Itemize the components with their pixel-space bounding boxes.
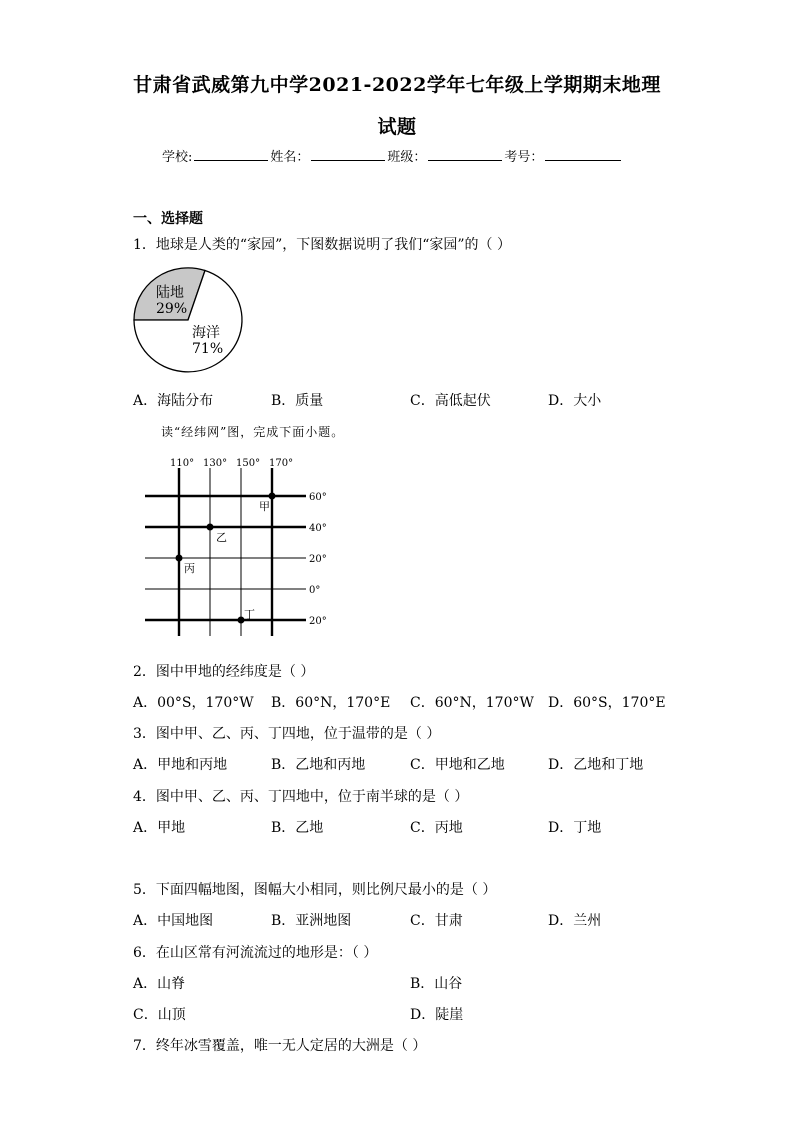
- q1-option-b[interactable]: B．质量: [271, 393, 324, 409]
- q2-option-a[interactable]: A．00°S，170°W: [133, 695, 254, 711]
- q3-option-a[interactable]: A．甲地和丙地: [133, 757, 228, 773]
- lat-label-0: 0°: [309, 585, 321, 596]
- q1-option-d[interactable]: D．大小: [548, 393, 602, 409]
- ocean-percent: 71%: [192, 341, 224, 357]
- lon-label-150: 150°: [236, 458, 261, 469]
- question-3-stem: 3．图中甲、乙、丙、丁四地，位于温带的是（ ）: [133, 726, 441, 742]
- land-label: 陆地: [156, 285, 184, 301]
- question-2-stem: 2．图中甲地的经纬度是（ ）: [133, 664, 315, 680]
- lat-label-20n: 20°: [309, 554, 327, 565]
- question-7-stem: 7．终年冰雪覆盖，唯一无人定居的大洲是（ ）: [133, 1038, 427, 1054]
- reading-instruction: 读“经纬网”图，完成下面小题。: [161, 425, 345, 439]
- ocean-label: 海洋: [192, 325, 220, 341]
- graticule-map: [140, 452, 340, 638]
- q1-option-a[interactable]: A．海陆分布: [133, 393, 214, 409]
- q5-option-b[interactable]: B．亚洲地图: [271, 913, 352, 929]
- school-label: 学校:: [162, 150, 193, 165]
- question-1-stem: 1．地球是人类的“家园”，下图数据说明了我们“家园”的（ ）: [133, 237, 511, 253]
- q3-option-d[interactable]: D．乙地和丁地: [548, 757, 644, 773]
- q4-option-b[interactable]: B．乙地: [271, 820, 324, 836]
- q3-option-b[interactable]: B．乙地和丙地: [271, 757, 366, 773]
- name-blank[interactable]: [311, 149, 385, 161]
- q5-option-c[interactable]: C．甘肃: [410, 913, 463, 929]
- q2-option-c[interactable]: C．60°N，170°W: [410, 695, 534, 711]
- q3-option-c[interactable]: C．甲地和乙地: [410, 757, 505, 773]
- point-jia-marker: [269, 493, 276, 500]
- q1-option-c[interactable]: C．高低起伏: [410, 393, 491, 409]
- q5-option-a[interactable]: A．中国地图: [133, 913, 214, 929]
- q6-option-d[interactable]: D．陡崖: [410, 1007, 464, 1023]
- page-title-cont: 试题: [377, 116, 417, 138]
- exam-no-label: 考号：: [504, 150, 544, 165]
- question-6-stem: 6．在山区常有河流流过的地形是：（ ）: [133, 945, 378, 961]
- section-heading: 一、选择题: [133, 211, 203, 227]
- q4-option-d[interactable]: D．丁地: [548, 820, 602, 836]
- lat-label-40: 40°: [309, 523, 327, 534]
- school-blank[interactable]: [194, 149, 268, 161]
- class-label: 班级：: [387, 150, 427, 165]
- page-title: 甘肃省武威第九中学2021-2022学年七年级上学期期末地理: [133, 74, 661, 96]
- land-ocean-pie-chart: [130, 266, 246, 376]
- lat-label-60: 60°: [309, 492, 327, 503]
- q6-option-a[interactable]: A．山脊: [133, 976, 186, 992]
- q2-option-d[interactable]: D．60°S，170°E: [548, 695, 666, 711]
- q4-option-a[interactable]: A．甲地: [133, 820, 186, 836]
- point-yi-label: 乙: [216, 531, 227, 544]
- question-4-stem: 4．图中甲、乙、丙、丁四地中，位于南半球的是（ ）: [133, 789, 469, 805]
- student-info-line: [162, 146, 623, 165]
- exam-no-blank[interactable]: [545, 149, 621, 161]
- q6-option-b[interactable]: B．山谷: [410, 976, 463, 992]
- question-5-stem: 5．下面四幅地图，图幅大小相同，则比例尺最小的是（ ）: [133, 882, 497, 898]
- name-label: 姓名：: [270, 150, 310, 165]
- q5-option-d[interactable]: D．兰州: [548, 913, 602, 929]
- class-blank[interactable]: [428, 149, 502, 161]
- lon-label-110: 110°: [170, 458, 195, 469]
- q2-option-b[interactable]: B．60°N，170°E: [271, 695, 391, 711]
- land-percent: 29%: [156, 301, 188, 317]
- lon-label-130: 130°: [203, 458, 228, 469]
- lat-label-20s: 20°: [309, 616, 327, 627]
- point-jia-label: 甲: [259, 500, 270, 513]
- point-yi-marker: [207, 524, 214, 531]
- point-bing-label: 丙: [184, 562, 195, 575]
- q6-option-c[interactable]: C．山顶: [133, 1007, 186, 1023]
- lon-label-170: 170°: [269, 458, 294, 469]
- q4-option-c[interactable]: C．丙地: [410, 820, 463, 836]
- point-ding-label: 丁: [244, 608, 255, 621]
- point-bing-marker: [176, 555, 183, 562]
